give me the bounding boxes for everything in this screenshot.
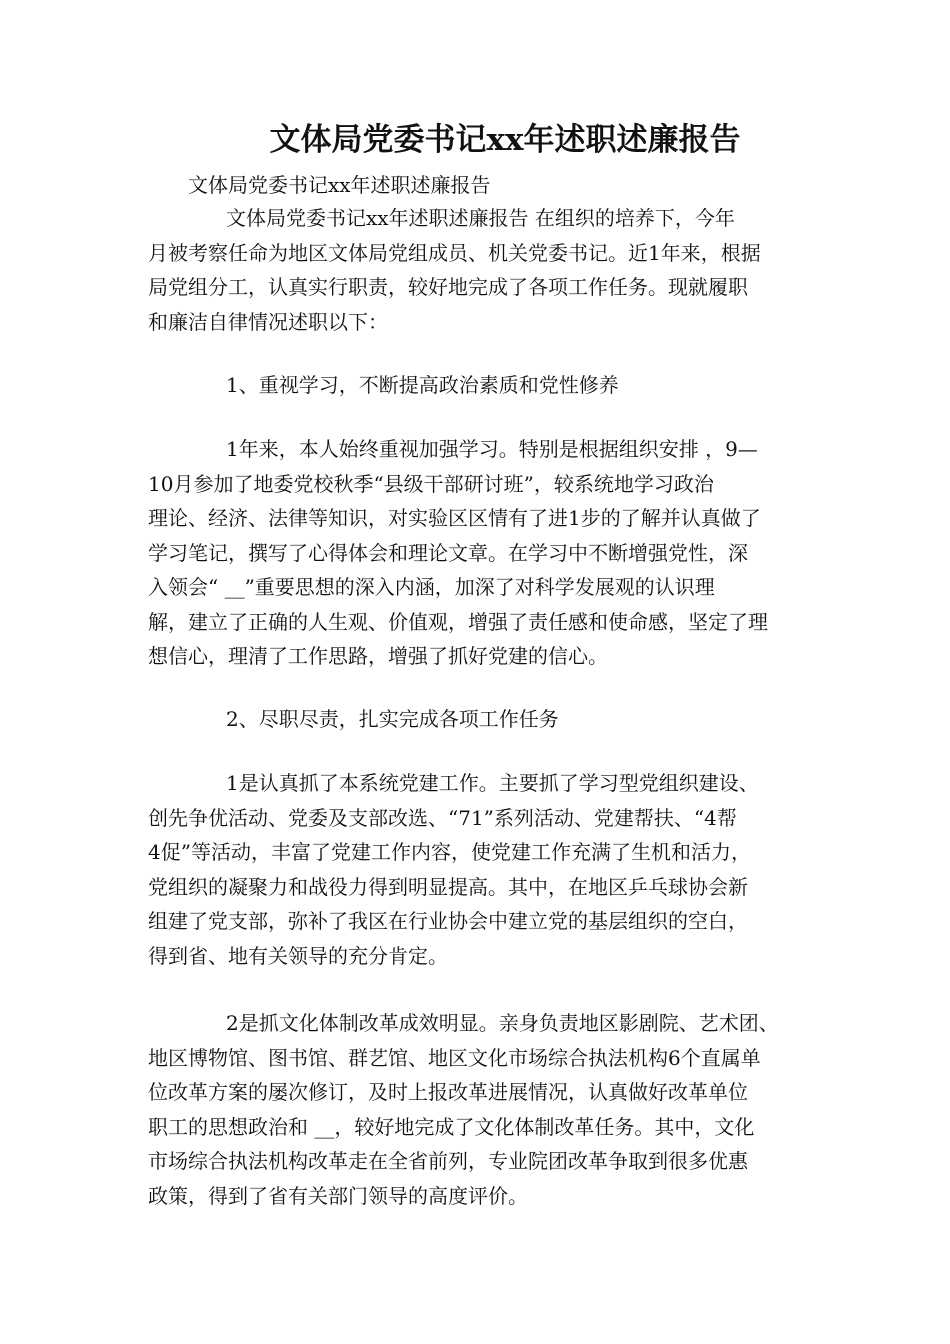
paragraph-line: 职工的思想政治和 __，较好地完成了文化体制改革任务。其中，文化: [148, 1114, 755, 1139]
intro-paragraph: [148, 201, 808, 339]
document-title: 文体局党委书记xx年述职述廉报告: [269, 122, 741, 158]
paragraph-line: 理论、经济、法律等知识，对实验区区情有了进1步的了解并认真做了: [148, 506, 761, 530]
paragraph-line: 政策，得到了省有关部门领导的高度评价。: [148, 1183, 528, 1208]
paragraph-line: 学习笔记，撰写了心得体会和理论文章。在学习中不断增强党性，深: [148, 540, 748, 565]
section-heading-2: 2、尽职尽责，扎实完成各项工作任务: [226, 707, 559, 731]
paragraph-line: 想信心，理清了工作思路，增强了抓好党建的信心。: [148, 644, 608, 668]
paragraph-line: 党组织的凝聚力和战役力得到明显提高。其中，在地区乒乓球协会新: [148, 874, 748, 899]
intro-line: 局党组分工，认真实行职责，较好地完成了各项工作任务。现就履职: [148, 275, 748, 299]
paragraph-line: 创先争优活动、党委及支部改选、“71”系列活动、党建帮扶、“4帮: [148, 805, 737, 830]
paragraph-study: [148, 432, 808, 674]
paragraph-line: 入领会“ __”重要思想的深入内涵，加深了对科学发展观的认识理: [148, 575, 715, 599]
paragraph-line: 位改革方案的屡次修订，及时上报改革进展情况，认真做好改革单位: [148, 1080, 748, 1104]
paragraph-line: 组建了党支部，弥补了我区在行业协会中建立党的基层组织的空白，: [148, 909, 748, 933]
paragraph-party-building: [148, 766, 808, 973]
paragraph-line: 2是抓文化体制改革成效明显。亲身负责地区影剧院、艺术团、: [226, 1011, 779, 1035]
paragraph-line: 1是认真抓了本系统党建工作。主要抓了学习型党组织建设、: [226, 771, 759, 795]
paragraph-reform: [148, 1006, 808, 1213]
intro-line: 和廉洁自律情况述职以下：: [148, 309, 388, 334]
intro-line: 文体局党委书记xx年述职述廉报告 在组织的培养下，今年: [226, 206, 735, 230]
paragraph-line: 10月参加了地委党校秋季“县级干部研讨班”，较系统地学习政治: [148, 471, 714, 496]
paragraph-line: 得到省、地有关领导的充分肯定。: [148, 943, 448, 968]
paragraph-line: 地区博物馆、图书馆、群艺馆、地区文化市场综合执法机构6个直属单: [148, 1045, 761, 1070]
paragraph-line: 市场综合执法机构改革走在全省前列，专业院团改革争取到很多优惠: [148, 1149, 748, 1173]
paragraph-line: 4促”等活动，丰富了党建工作内容，使党建工作充满了生机和活力，: [148, 840, 751, 864]
paragraph-line: 1年来，本人始终重视加强学习。特别是根据组织安排 ，9—: [226, 437, 758, 461]
paragraph-line: 解，建立了正确的人生观、价值观，增强了责任感和使命感，坚定了理: [148, 609, 768, 634]
intro-line: 月被考察任命为地区文体局党组成员、机关党委书记。近1年来，根据: [148, 240, 761, 265]
section-heading-1: 1、重视学习，不断提高政治素质和党性修养: [226, 373, 619, 397]
document-subtitle: 文体局党委书记xx年述职述廉报告: [188, 173, 491, 197]
